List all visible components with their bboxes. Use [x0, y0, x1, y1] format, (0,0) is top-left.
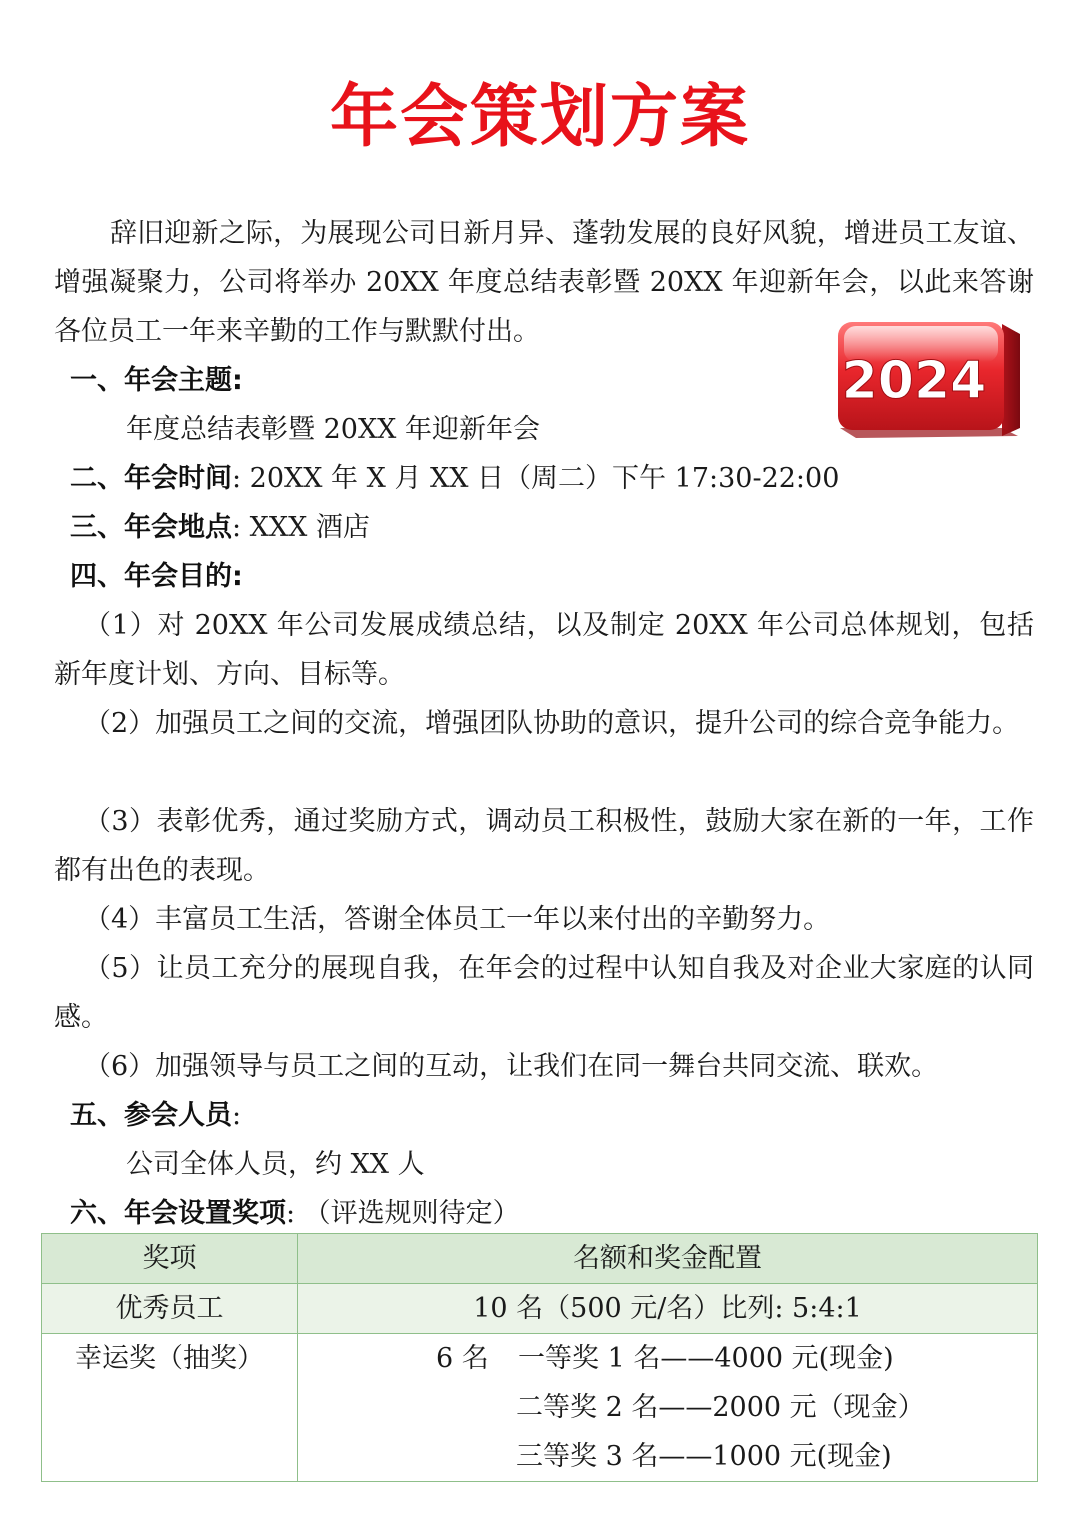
table-row: [42, 1334, 1038, 1482]
lucky-prize-second: 二等奖 2 名——2000 元（现金）: [516, 1392, 925, 1423]
section-theme-heading-line: [70, 356, 243, 405]
section-attendees-content: 公司全体人员，约 XX 人: [126, 1149, 425, 1180]
purpose-item-2: （2）加强员工之间的交流，增强团队协助的意识，提升公司的综合竞争能力。: [84, 708, 1020, 739]
section-location-heading: 三、年会地点: [70, 512, 232, 543]
section-attendees-heading: 五、参会人员: [70, 1100, 232, 1131]
lucky-prize-list: [298, 1334, 1037, 1481]
section-time-content: : 20XX 年 X 月 XX 日（周二）下午 17:30-22:00: [232, 463, 840, 494]
purpose-item-1: （1）对 20XX 年公司发展成绩总结，以及制定 20XX 年公司总体规划，包括新年度计划、方向、目标等。: [54, 610, 1034, 690]
lucky-prize-first: 一等奖 1 名——4000 元(现金): [518, 1343, 894, 1374]
section-purpose-heading: 四、年会目的:: [70, 561, 243, 592]
year-badge-icon: [832, 316, 1026, 440]
awards-table: [41, 1233, 1038, 1482]
section-attendees-heading-line: [70, 1091, 241, 1140]
section-awards-heading-line: [70, 1189, 520, 1238]
purpose-item-4: （4）丰富员工生活，答谢全体员工一年以来付出的辛勤努力。: [84, 904, 831, 935]
section-time-heading: 二、年会时间: [70, 463, 232, 494]
table-cell-award-name: 优秀员工: [42, 1284, 298, 1334]
section-theme-heading: 一、年会主题:: [70, 365, 243, 396]
table-cell-award-detail: [298, 1334, 1038, 1482]
section-location-line: [70, 503, 370, 552]
purpose-item-3: （3）表彰优秀，通过奖励方式，调动员工积极性，鼓励大家在新的一年，工作都有出色的表现。: [54, 806, 1034, 886]
section-awards-note: : （评选规则待定）: [286, 1198, 520, 1229]
purpose-item-6: （6）加强领导与员工之间的互动，让我们在同一舞台共同交流、联欢。: [84, 1051, 939, 1082]
badge-year-text: 2024: [841, 351, 987, 411]
intro-paragraph: 辞旧迎新之际，为展现公司日新月异、蓬勃发展的良好风貌，增进员工友谊、增强凝聚力，公司将举办 20XX 年度总结表彰暨 20XX 年迎新年会，以此来答谢各位员工一年来辛勤的工作与默默付出。: [54, 218, 1034, 347]
section-purpose-heading-line: [70, 552, 243, 601]
lucky-prize-count: 6 名: [436, 1343, 489, 1374]
section-awards-heading: 六、年会设置奖项: [70, 1198, 286, 1229]
table-header-config: 名额和奖金配置: [298, 1234, 1038, 1284]
awards-table-header-row: [42, 1234, 1038, 1284]
table-cell-award-name: 幸运奖（抽奖）: [42, 1334, 298, 1482]
section-location-content: : XXX 酒店: [232, 512, 370, 543]
section-time-line: [70, 454, 839, 503]
table-header-award: 奖项: [42, 1234, 298, 1284]
section-theme-content: 年度总结表彰暨 20XX 年迎新年会: [126, 414, 540, 445]
table-cell-award-detail: 10 名（500 元/名）比列: 5:4:1: [298, 1284, 1038, 1334]
purpose-item-5: （5）让员工充分的展现自我，在年会的过程中认知自我及对企业大家庭的认同感。: [54, 953, 1034, 1033]
table-row: [42, 1284, 1038, 1334]
lucky-prize-third: 三等奖 3 名——1000 元(现金): [516, 1441, 892, 1472]
section-attendees-heading-suffix: :: [232, 1100, 242, 1131]
document-title: 年会策划方案: [329, 78, 750, 157]
